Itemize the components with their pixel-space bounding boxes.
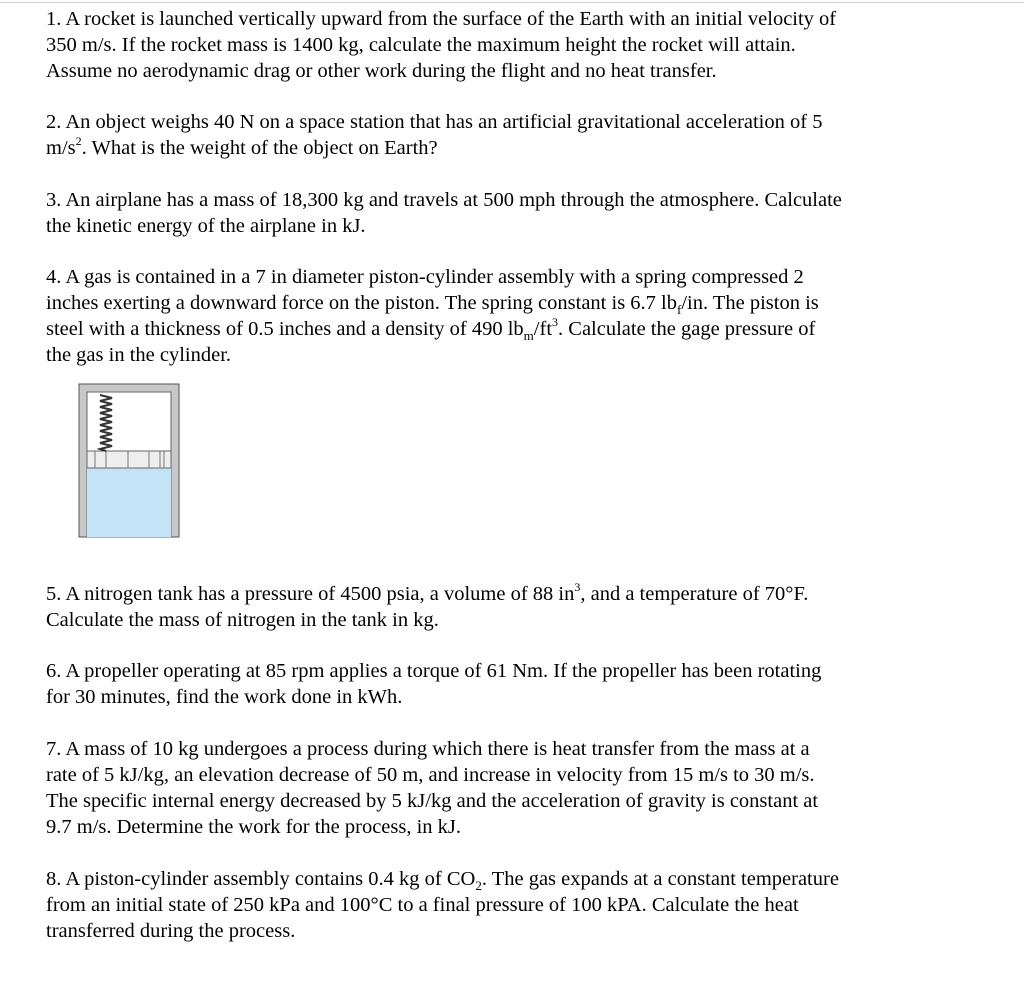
question-7-line-4: 9.7 m/s. Determine the work for the process, in kJ. xyxy=(46,816,462,838)
question-8-line-1: 8. A piston-cylinder assembly contains 0.4 kg of $CO_2$. The gas expands at a constant temperature xyxy=(46,868,839,894)
question-1 xyxy=(46,6,946,84)
question-2-line-2: $m/s^2$. What is the weight of the object on Earth? xyxy=(46,134,438,159)
question-3 xyxy=(46,187,946,239)
question-7-line-2: rate of 5 kJ/kg, an elevation decrease of 50 m, and increase in velocity from 15 m/s to 30 m/s. xyxy=(46,764,815,786)
question-7-line-1: 7. A mass of 10 kg undergoes a process during which there is heat transfer from the mass at a xyxy=(46,738,810,760)
question-4 xyxy=(46,264,946,368)
question-7-line-3: The specific internal energy decreased by 5 kJ/kg and the acceleration of gravity is constant at xyxy=(46,790,819,812)
question-4-line-1: 4. A gas is contained in a 7 in diameter piston-cylinder assembly with a spring compressed 2 xyxy=(46,266,804,288)
question-3-line-1: 3. An airplane has a mass of 18,300 kg and travels at 500 mph through the atmosphere. Calculate xyxy=(46,189,842,211)
question-8-line-3: transferred during the process. xyxy=(46,920,296,942)
gas-region xyxy=(87,468,171,537)
question-7 xyxy=(46,736,946,840)
question-6 xyxy=(46,658,946,710)
question-6-line-1: 6. A propeller operating at 85 rpm applies a torque of 61 Nm. If the propeller has been rotating xyxy=(46,660,822,682)
page-top-border xyxy=(0,2,1024,3)
question-3-line-2: the kinetic energy of the airplane in kJ. xyxy=(46,215,366,237)
question-6-line-2: for 30 minutes, find the work done in kWh. xyxy=(46,686,403,708)
question-5-line-2: Calculate the mass of nitrogen in the tank in kg. xyxy=(46,609,439,631)
question-2 xyxy=(46,109,946,161)
question-5 xyxy=(46,581,946,633)
question-8-line-2: from an initial state of 250 kPa and 100°C to a final pressure of 100 kPA. Calculate the heat xyxy=(46,894,799,916)
question-4-line-2: inches exerting a downward force on the piston. The spring constant is 6.7 $lb_f/in$. The piston is xyxy=(46,292,819,318)
piston xyxy=(87,451,171,468)
question-8 xyxy=(46,866,946,944)
question-1-line-3: Assume no aerodynamic drag or other work during the flight and no heat transfer. xyxy=(46,60,717,82)
question-1-line-2: 350 m/s. If the rocket mass is 1400 kg, calculate the maximum height the rocket will attain. xyxy=(46,34,796,56)
question-1-line-1: 1. A rocket is launched vertically upward from the surface of the Earth with an initial velocity of xyxy=(46,8,837,30)
question-4-line-3: steel with a thickness of 0.5 inches and a density of 490 $lb_m/ft^3$. Calculate the gage pressure of xyxy=(46,315,816,344)
question-2-line-1: 2. An object weighs 40 N on a space station that has an artificial gravitational acceleration of 5 xyxy=(46,111,823,133)
question-5-line-1: 5. A nitrogen tank has a pressure of 4500 psia, a volume of 88 $in^3$, and a temperature of 70°F. xyxy=(46,580,809,605)
question-4-line-4: the gas in the cylinder. xyxy=(46,344,232,366)
piston-cylinder-figure xyxy=(78,383,180,544)
piston-cylinder-diagram xyxy=(78,383,180,539)
